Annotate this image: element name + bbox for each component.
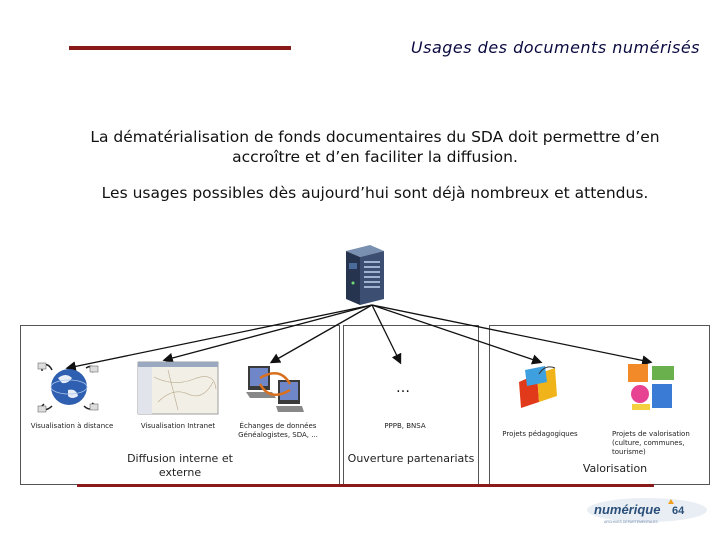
visualisation-intranet-label: Visualisation Intranet [140, 422, 216, 430]
numerique64-logo [584, 496, 710, 526]
echanges-label: Échanges de données Généalogistes, SDA, ... [238, 422, 318, 439]
usages-paragraph: Les usages possibles dès aujourd’hui sont déjà nombreux et attendus. [101, 184, 649, 202]
books-icon [515, 362, 563, 410]
server-icon [338, 243, 388, 308]
pppb-label: PPPB, BNSA [384, 422, 426, 430]
projets-valorisation-label: Projets de valorisation (culture, communes, tourisme) [612, 430, 690, 456]
ouverture-group-label: Ouverture partenariats [347, 452, 475, 465]
valorisation-collage-icon [626, 362, 676, 412]
page-title: Usages des documents numérisés [410, 38, 700, 57]
bottom-rule [77, 484, 654, 487]
visualisation-distance-label: Visualisation à distance [30, 422, 114, 430]
map-screenshot-icon [138, 362, 218, 414]
intro-paragraph: La dématérialisation de fonds documentaires du SDA doit permettre d’en accroître et d’en faciliter la diffusion. [90, 128, 660, 166]
arrow-to-visualisation-intranet [165, 305, 372, 360]
arrow-to-echanges [272, 305, 372, 362]
ellipsis-label: … [396, 380, 410, 396]
svg-text:64: 64 [672, 505, 685, 517]
arrow-to-projets-pedagogiques [372, 305, 540, 362]
diffusion-group-label: Diffusion interne et externe [127, 452, 233, 479]
valorisation-group-label: Valorisation [582, 462, 648, 475]
svg-text:numérique: numérique [594, 502, 661, 517]
globe-icon [38, 360, 100, 415]
data-exchange-icon [246, 364, 304, 414]
arrow-to-visualisation-distance [68, 305, 372, 368]
projets-pedagogiques-label: Projets pédagogiques [502, 430, 578, 438]
svg-text:ARCHIVES DEPARTEMENTALES: ARCHIVES DEPARTEMENTALES [604, 520, 658, 524]
arrow-to-projets-valorisation [372, 305, 650, 362]
